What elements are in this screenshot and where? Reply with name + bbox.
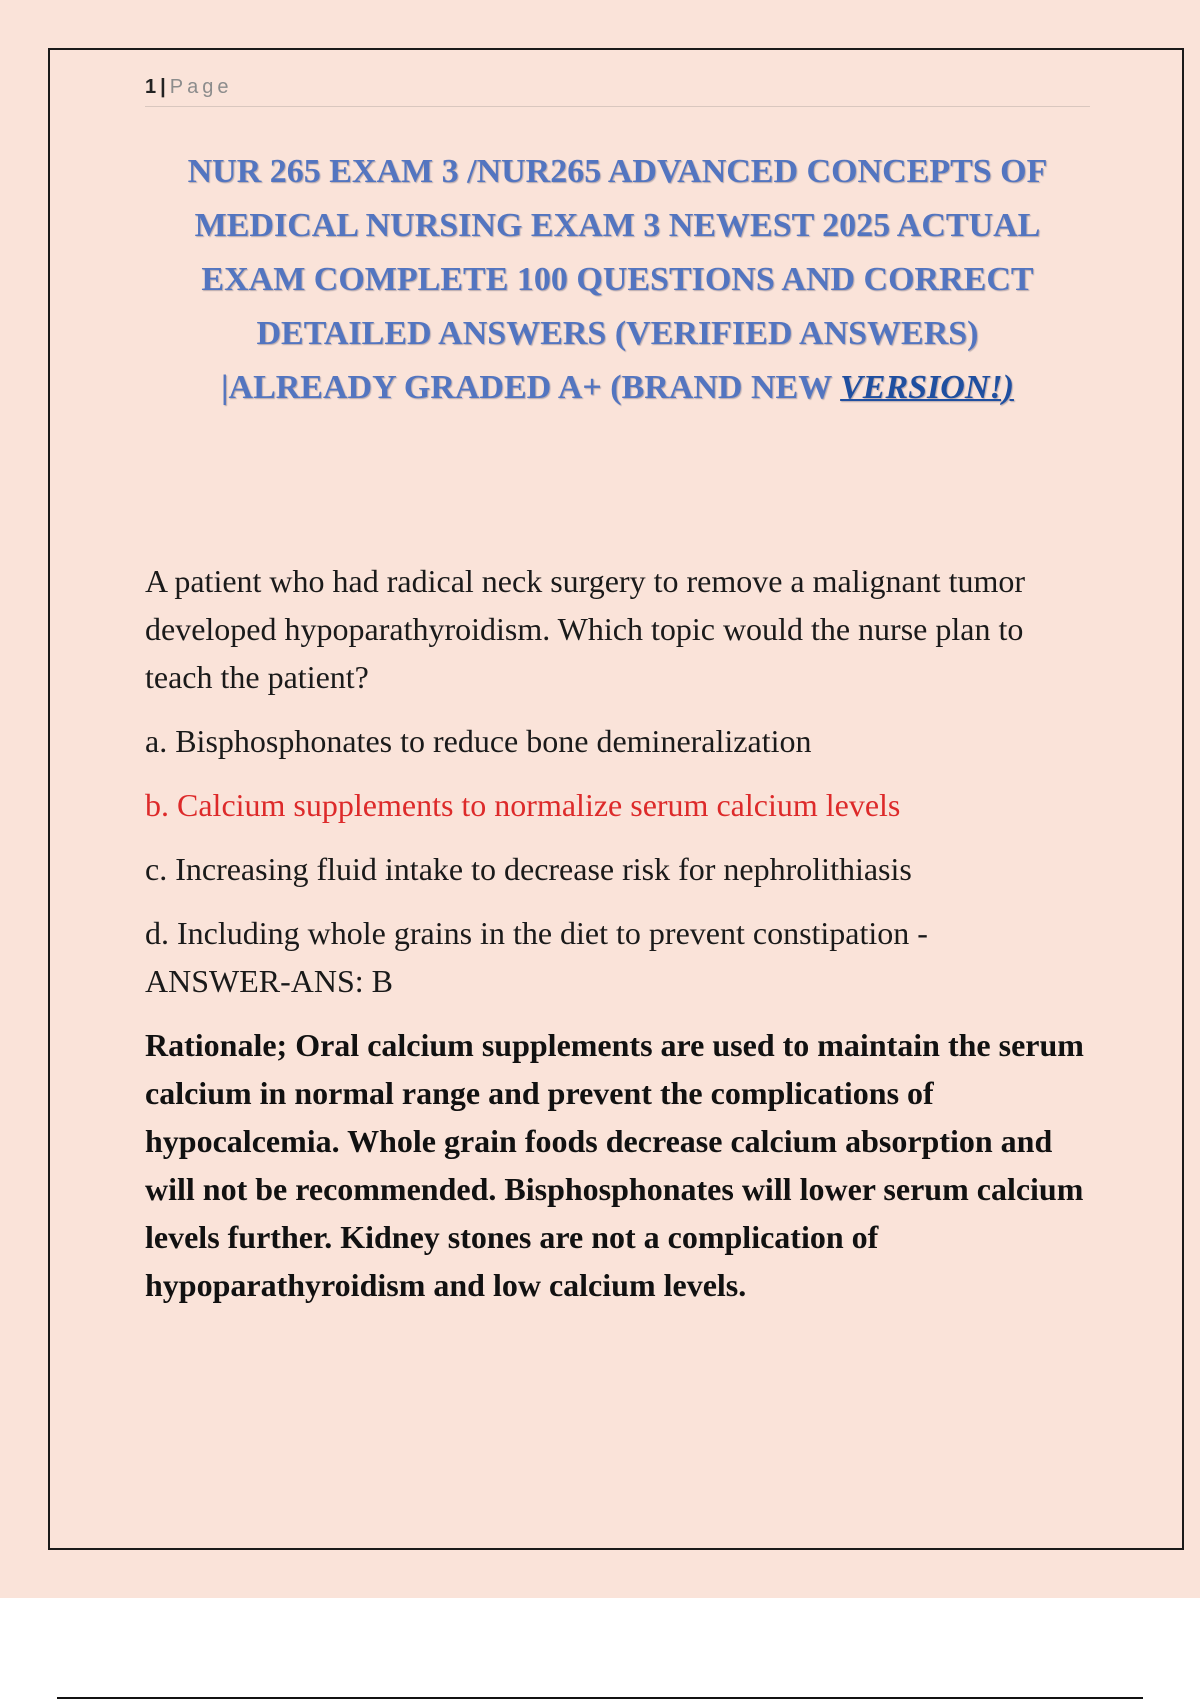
question-block xyxy=(145,557,1095,1309)
document-title xyxy=(130,145,1105,415)
page-separator: | xyxy=(160,76,166,98)
footer-divider xyxy=(57,1697,1143,1699)
question-text: A patient who had radical neck surgery to remove a malignant tumor developed hypoparathyroidism. Which topic would the nurse plan to teach the patient? xyxy=(145,563,1026,695)
title-line-prefix: |ALREADY GRADED A+ (BRAND NEW xyxy=(221,369,841,406)
option-d: d. Including whole grains in the diet to prevent constipation - xyxy=(145,915,928,951)
version-link[interactable]: VERSION!) xyxy=(840,369,1014,406)
page-number: 1 xyxy=(145,76,157,98)
page-label: Page xyxy=(169,76,233,98)
title-line: DETAILED ANSWERS (VERIFIED ANSWERS) xyxy=(256,315,979,352)
title-line: EXAM COMPLETE 100 QUESTIONS AND CORRECT xyxy=(201,261,1034,298)
rationale-text: Rationale; Oral calcium supplements are used to maintain the serum calcium in normal range and prevent the complications of hypocalcemia. Whole grain foods decrease calcium absorption and will not be recommended. Bisphosphonates will lower serum calcium levels further. Kidney stones are not a complication of hypoparathyroidism and low calcium levels. xyxy=(145,1027,1084,1303)
page-header xyxy=(145,74,1090,107)
option-b-correct: b. Calcium supplements to normalize serum calcium levels xyxy=(145,787,901,823)
title-line: MEDICAL NURSING EXAM 3 NEWEST 2025 ACTUAL xyxy=(194,207,1041,244)
answer-text: ANSWER-ANS: B xyxy=(145,963,394,999)
title-line xyxy=(130,361,1105,415)
option-c: c. Increasing fluid intake to decrease risk for nephrolithiasis xyxy=(145,851,912,887)
option-a: a. Bisphosphonates to reduce bone demineralization xyxy=(145,723,812,759)
title-line: NUR 265 EXAM 3 /NUR265 ADVANCED CONCEPTS OF xyxy=(187,153,1048,190)
